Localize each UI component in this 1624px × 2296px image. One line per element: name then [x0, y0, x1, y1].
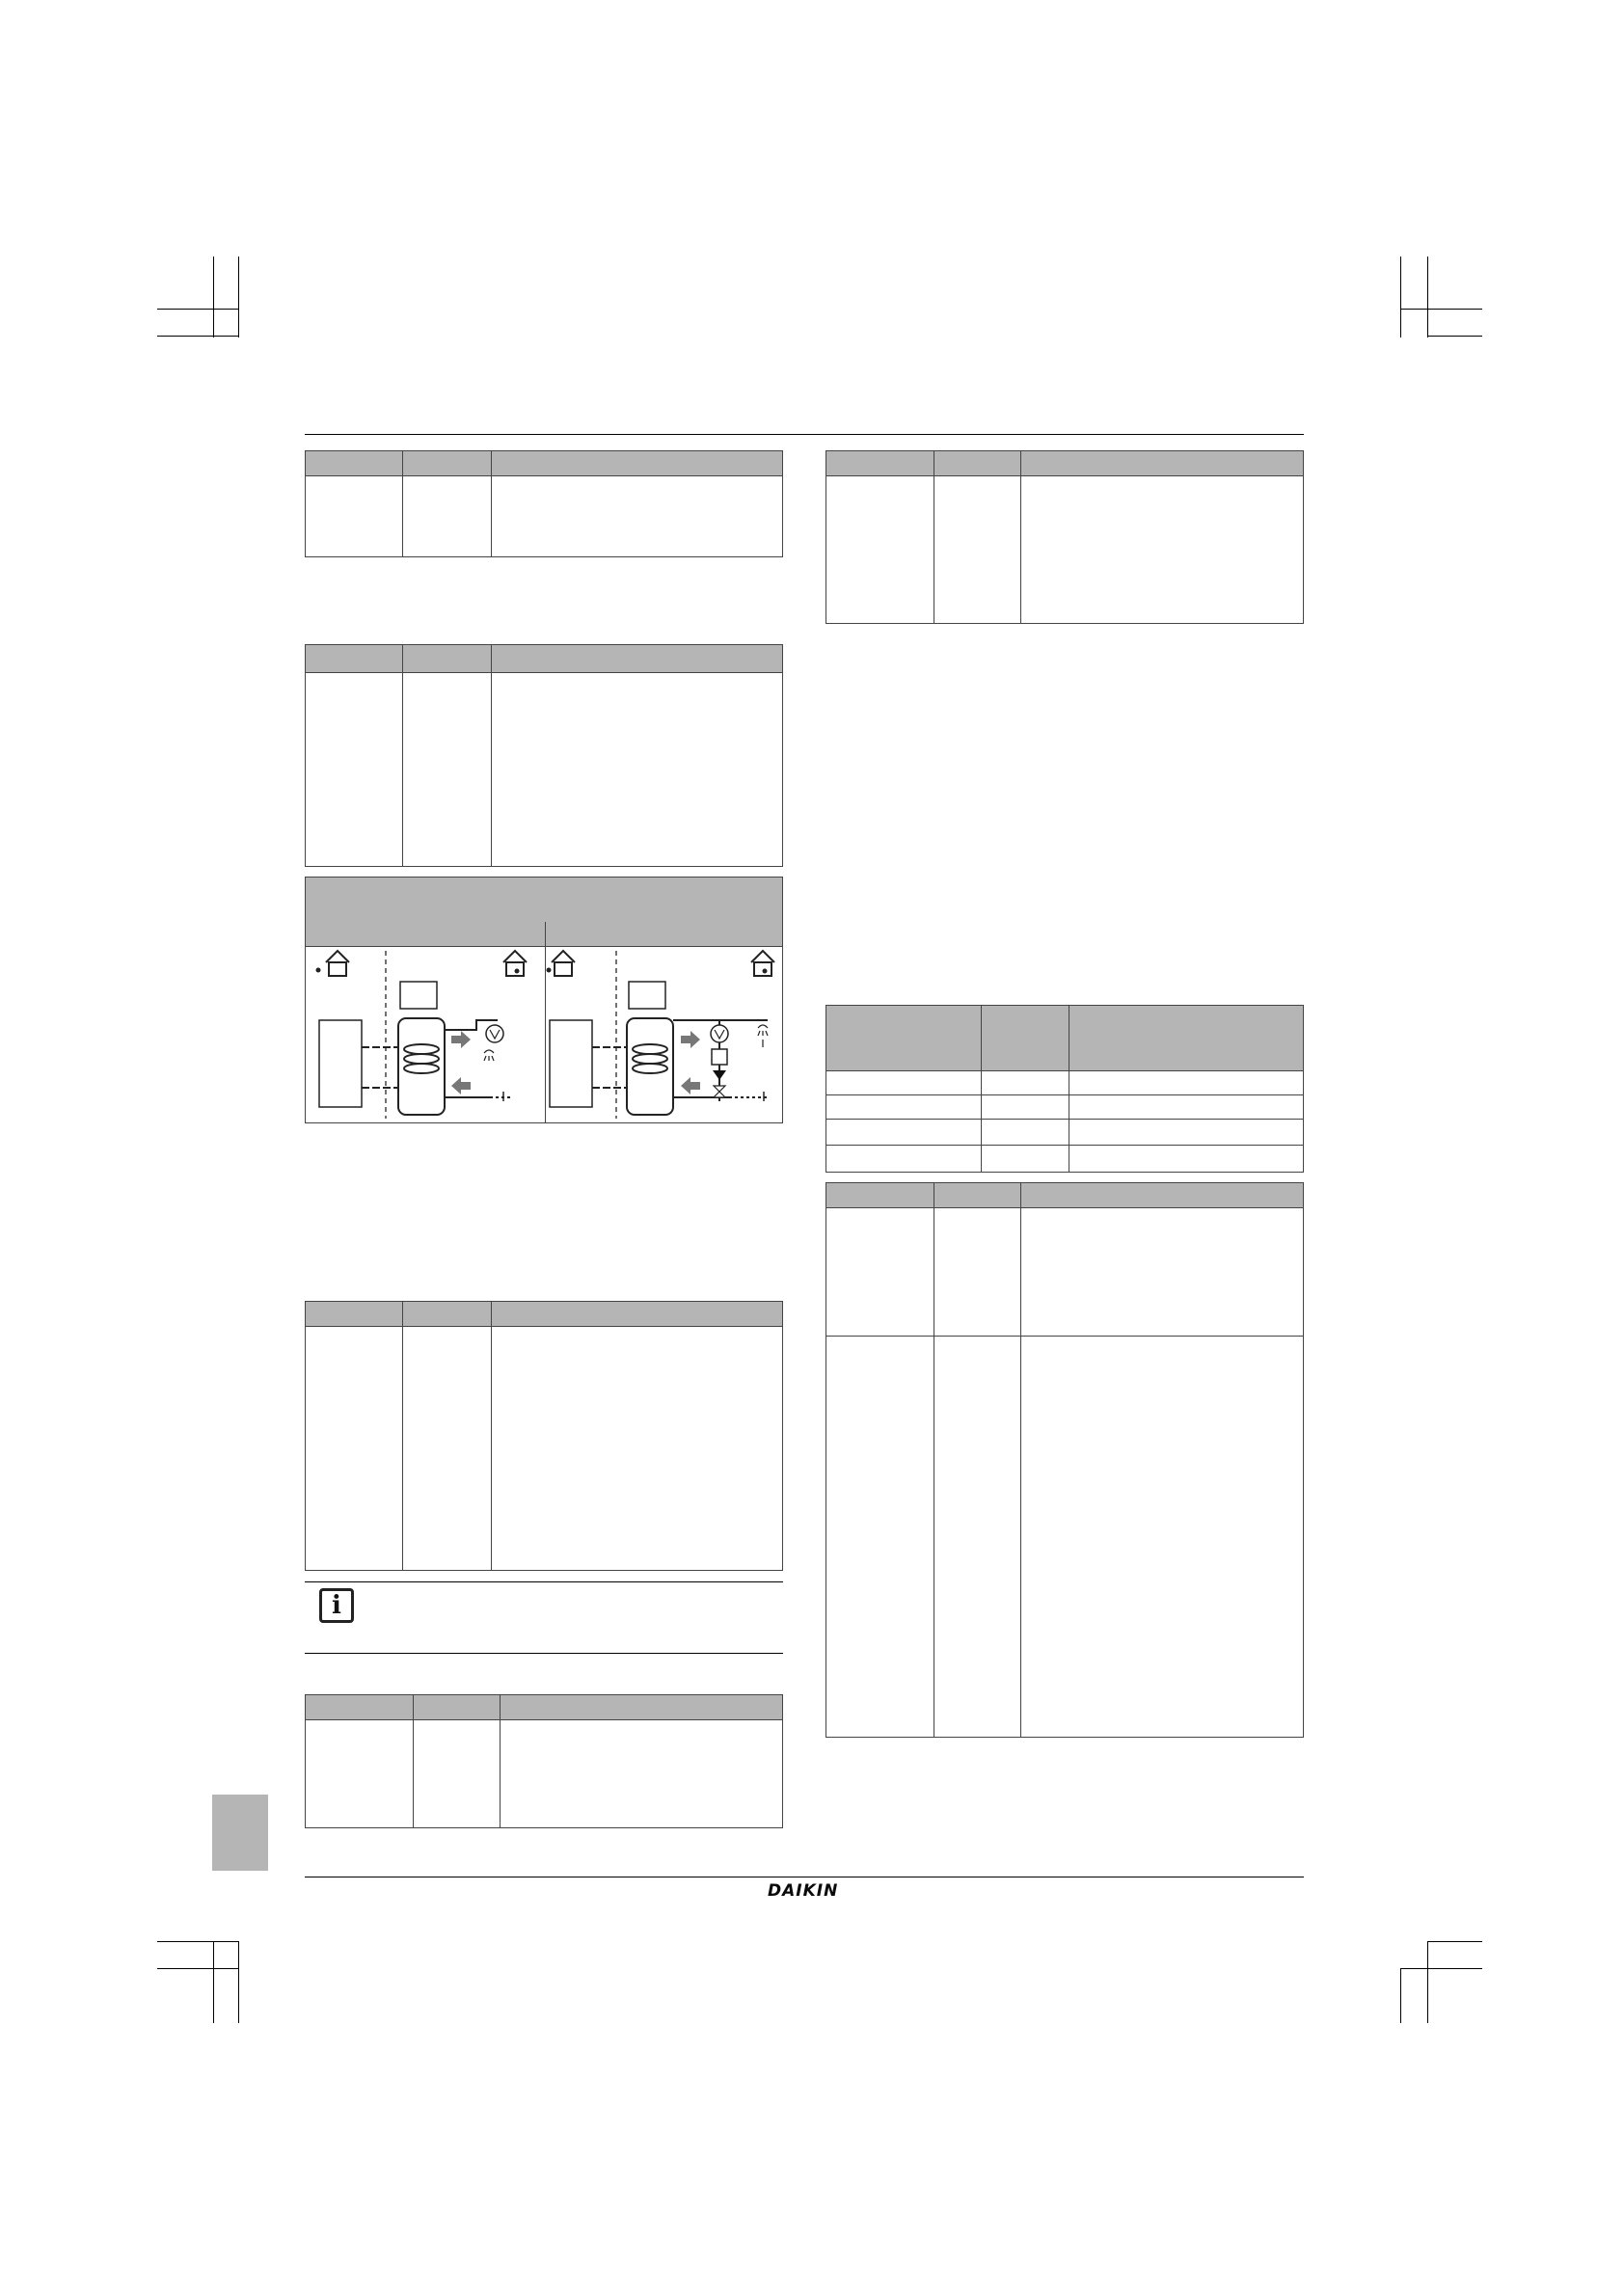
timer-icon — [712, 1049, 727, 1065]
shower-icon — [484, 1050, 494, 1061]
dhw-recirculation-diagram — [307, 947, 542, 1121]
setting-table — [826, 450, 1304, 624]
house-icon — [552, 951, 575, 976]
daikin-logo: DAIKIN — [768, 1881, 839, 1901]
pump-icon — [486, 1025, 503, 1042]
info-icon: i — [319, 1588, 354, 1623]
setting-table — [305, 1694, 783, 1828]
setting-table — [826, 1182, 1304, 1738]
note-rule-bottom — [305, 1653, 783, 1654]
setting-table — [305, 450, 783, 557]
check-valve-icon — [713, 1070, 726, 1080]
chapter-side-tab — [212, 1795, 268, 1871]
setting-table — [305, 644, 783, 867]
shower-icon — [758, 1025, 768, 1036]
dhw-recirculation-valve-diagram — [546, 947, 781, 1121]
setting-table — [305, 1301, 783, 1571]
note-rule-top — [305, 1581, 783, 1582]
header-rule — [305, 434, 1304, 435]
house-icon — [326, 951, 349, 976]
pump-icon — [711, 1025, 728, 1042]
value-table — [826, 1005, 1304, 1173]
